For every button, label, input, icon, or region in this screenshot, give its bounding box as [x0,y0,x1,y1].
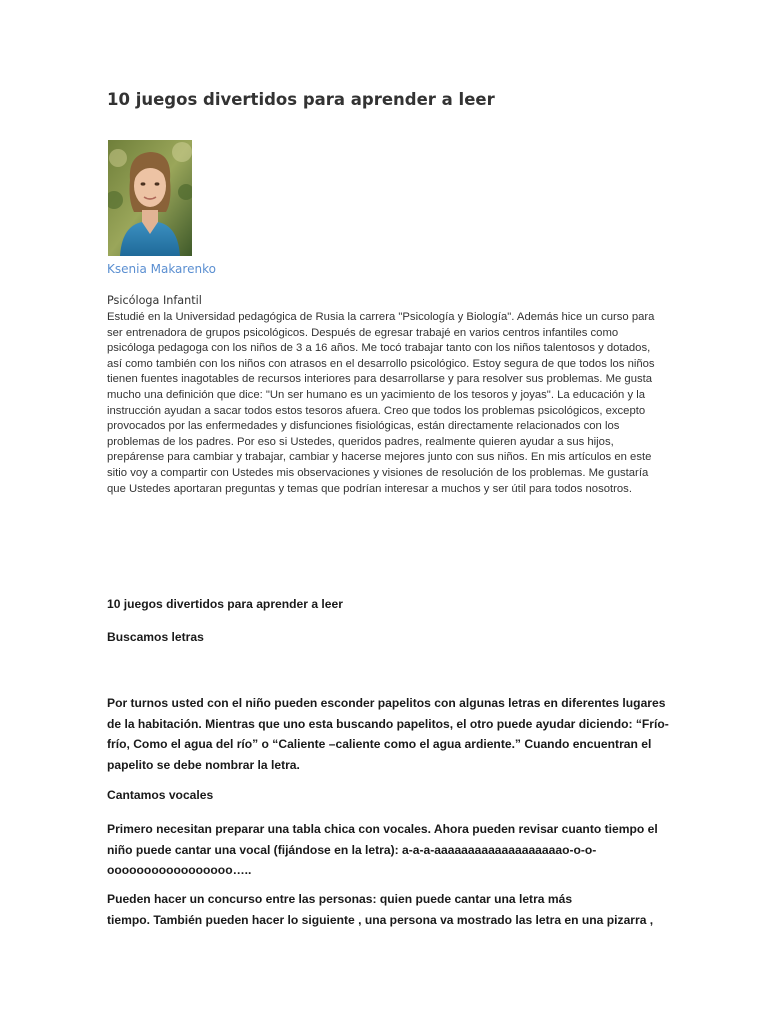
paragraph-line: tiempo. También pueden hacer lo siguiente , una persona va mostrado las letra en una pizarra , [107,912,654,927]
section-title-buscamos-letras: Buscamos letras [107,630,204,644]
content-heading: 10 juegos divertidos para aprender a leer [107,597,343,611]
section-paragraph-concurso [107,889,667,930]
author-name-link[interactable]: Ksenia Makarenko [107,262,216,276]
author-photo [108,140,192,256]
paragraph-line: Primero necesitan preparar una tabla chica con vocales. Ahora pueden revisar cuanto tiempo el [107,822,658,836]
section-title-cantamos-vocales: Cantamos vocales [107,788,214,802]
paragraph-line: frío, Como el agua del río” o “Caliente –caliente como el agua ardiente.” Cuando encuentran el [107,737,652,751]
paragraph-line: Por turnos usted con el niño pueden esconder papelitos con algunas letras en diferentes lugares [107,696,666,710]
author-role: Psicóloga Infantil [107,294,202,307]
section-paragraph-buscamos-letras [107,693,667,775]
paragraph-line: de la habitación. Mientras que uno esta buscando papelitos, el otro puede ayudar diciendo: “Frío- [107,716,669,731]
author-bio: Estudié en la Universidad pedagógica de Rusia la carrera "Psicología y Biología". Además hice un curso para ser entrenadora de grupos psicológicos. Después de egresar trabajé en varios centros infantiles como psicóloga pedagoga con los niños de 3 a 16 años. Me tocó trabajar tanto con los niños talentosos y dotados, así como también con los niños con atrasos en el desarrollo psicológico. Estoy segura de que todos los niños tienen fuentes inagotables de recursos interiores para desarrollarse y para resolver sus problemas. Me gusta mucho una definición que dice: "Un ser humano es un yacimiento de los tesoros y joyas". La educación y la instrucción ayudan a sacar todos estos tesoros afuera. Creo que todos los problemas psicológicos, excepto provocados por las enfermedades y disfunciones fisiológicas, están directamente relacionados con los problemas de los padres. Por eso si Ustedes, queridos padres, realmente quieren ayudar a sus hijos, prepárense para cambiar y trabajar, cambiar y hacerse mejores junto con sus niños. En mis artículos en este sitio voy a compartir con Ustedes mis observaciones y visiones de resolución de los problemas. Me gustaría que Ustedes aportaran preguntas y temas que podrían interesar a muchos y ser útil para todos nosotros. [107,311,655,495]
paragraph-line: papelito se debe nombrar la letra. [107,757,300,772]
paragraph-line: Pueden hacer un concurso entre las personas: quien puede cantar una letra más [107,892,573,906]
paragraph-line: ooooooooooooooooo….. [107,863,252,877]
article-title: 10 juegos divertidos para aprender a leer [107,90,495,109]
section-paragraph-cantamos-vocales [107,819,667,881]
paragraph-line: niño puede cantar una vocal (fijándose en la letra): a-a-a-aaaaaaaaaaaaaaaaaaao-o-o- [107,842,597,857]
